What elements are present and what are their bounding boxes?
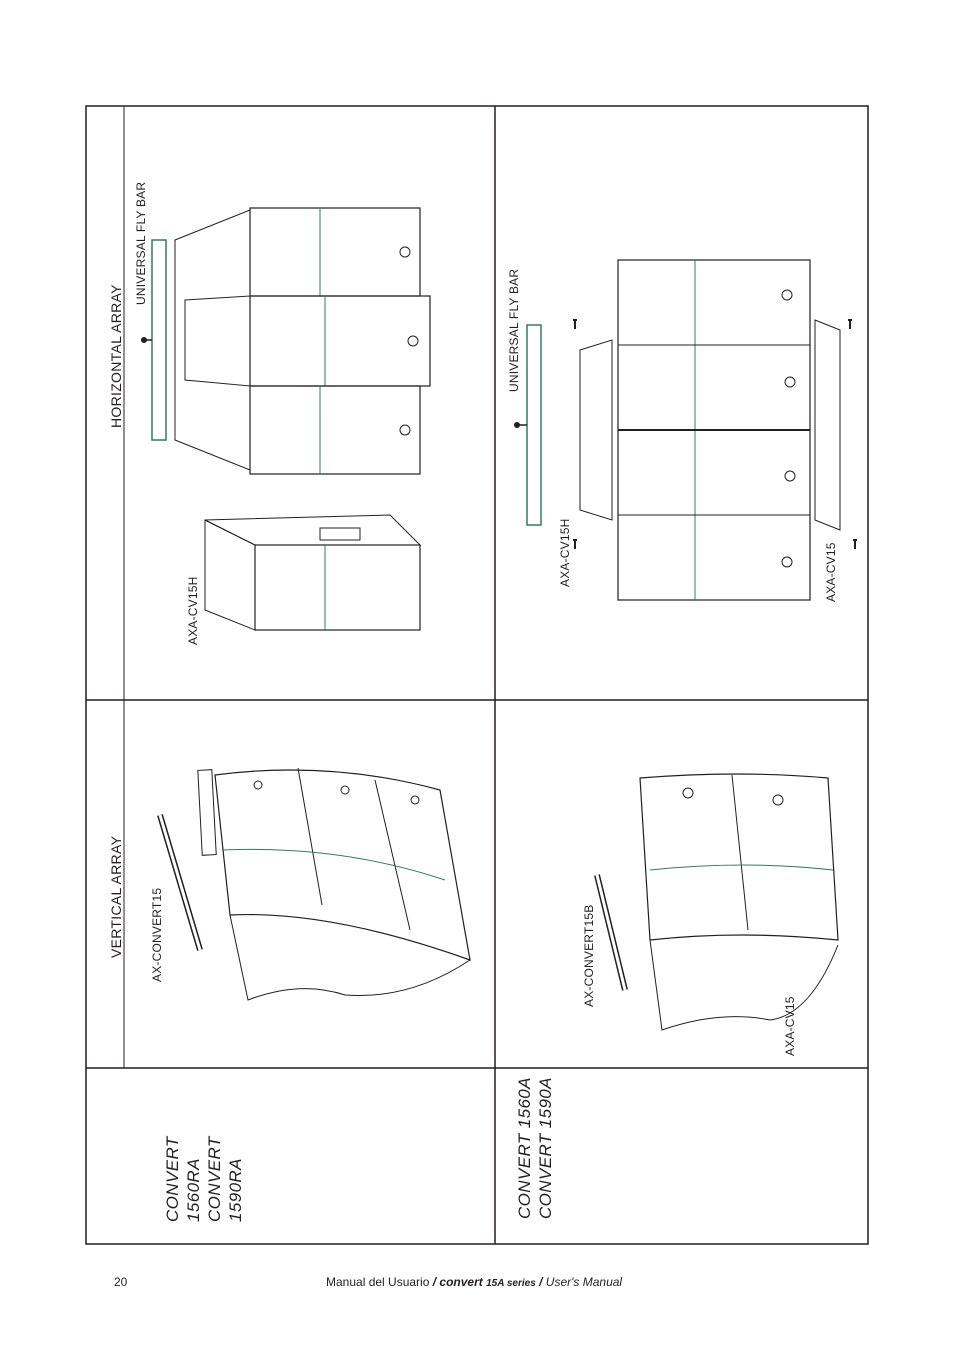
model-1560ra-a: CONVERT 1560 <box>163 1136 203 1222</box>
axa-cv15-vertical-label: AXA-CV15 <box>783 996 797 1056</box>
single-cabinet-illustration <box>205 515 420 630</box>
model-1590a-a: CONVERT 1590 <box>536 1088 555 1219</box>
footer-manual-en: User's Manual <box>545 1275 623 1289</box>
page-number: 20 <box>114 1275 128 1289</box>
model-1560ra-b: RA <box>184 1158 203 1183</box>
model-1560a-b: A <box>515 1077 534 1089</box>
vertical-array-2-illustration <box>597 774 838 1030</box>
footer-manual-es: Manual del Usuario <box>326 1275 433 1289</box>
horizontal-array-illustration <box>141 208 430 474</box>
axa-cv15h-label-2: AXA-CV15H <box>558 518 572 587</box>
universal-fly-bar-label: UNIVERSAL FLY BAR <box>134 181 148 305</box>
model-1560a-a: CONVERT 1560 <box>515 1088 534 1219</box>
footer-series-b: 15A series <box>486 1278 536 1289</box>
model-1590a-b: A <box>536 1077 555 1089</box>
model-1590ra-a: CONVERT 1590 <box>205 1136 245 1222</box>
footer-series-a: convert <box>439 1275 487 1289</box>
footer-title <box>326 1275 622 1289</box>
universal-fly-bar-label-2: UNIVERSAL FLY BAR <box>507 268 521 392</box>
model-names-a <box>514 1069 556 1219</box>
vertical-array-header: VERTICAL ARRAY <box>108 835 124 958</box>
axa-cv15h-label: AXA-CV15H <box>186 576 200 645</box>
footer-sep2: / <box>535 1275 546 1289</box>
model-1590ra-b: RA <box>226 1158 245 1183</box>
vertical-array-illustration <box>160 768 470 1000</box>
ax-convert15b-label: AX-CONVERT15B <box>582 904 596 1007</box>
axa-cv15-label: AXA-CV15 <box>824 542 838 602</box>
model-names-ra <box>162 1072 246 1222</box>
ax-convert15-label: AX-CONVERT15 <box>150 887 164 982</box>
horizontal-array-header: HORIZONTAL ARRAY <box>108 284 124 428</box>
footer-sep1: / <box>432 1275 440 1289</box>
